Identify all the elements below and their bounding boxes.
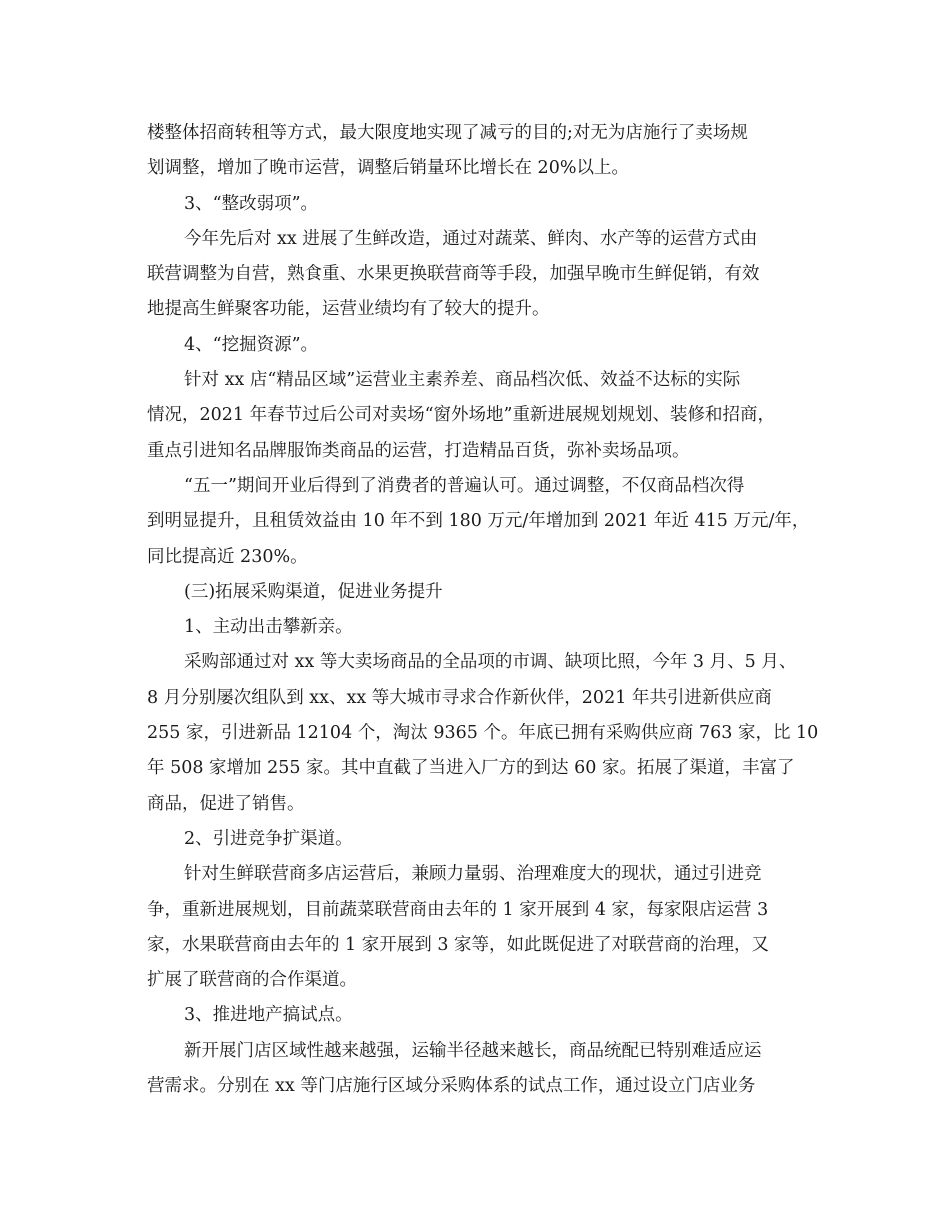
text-line: 新开展门店区域性越来越强，运输半径越来越长，商品统配已特别难适应运 bbox=[184, 1040, 762, 1061]
text-line: 年 508 家增加 255 家。其中直截了当进入厂方的到达 60 家。拓展了渠道，丰富了 bbox=[147, 758, 795, 779]
text-line: 争，重新进展规划，目前蔬菜联营商由去年的 1 家开展到 4 家，每家限店运营 3 bbox=[147, 899, 769, 920]
text-line: 商品，促进了销售。 bbox=[147, 793, 305, 814]
text-line: 3、推进地产搞试点。 bbox=[184, 1005, 353, 1026]
text-line: 划调整，增加了晚市运营，调整后销量环比增长在 20%以上。 bbox=[147, 158, 629, 179]
text-line: 地提高生鲜聚客功能，运营业绩均有了较大的提升。 bbox=[147, 299, 550, 320]
document-body bbox=[147, 116, 837, 1104]
text-line: 家，水果联营商由去年的 1 家开展到 3 家等，如此既促进了对联营商的治理，又 bbox=[147, 934, 770, 955]
text-line: (三)拓展采购渠道，促进业务提升 bbox=[184, 581, 443, 602]
text-line: “五一”期间开业后得到了消费者的普遍认可。通过调整，不仅商品档次得 bbox=[184, 475, 745, 496]
text-line: 采购部通过对 xx 等大卖场商品的全品项的市调、缺项比照，今年 3 月、5 月、 bbox=[184, 652, 797, 673]
text-line: 联营调整为自营，熟食重、水果更换联营商等手段，加强早晚市生鲜促销，有效 bbox=[147, 264, 760, 285]
text-line: 3、“整改弱项”。 bbox=[184, 193, 319, 214]
text-line: 营需求。分别在 xx 等门店施行区域分采购体系的试点工作，通过设立门店业务 bbox=[147, 1076, 756, 1097]
text-line: 情况，2021 年春节过后公司对卖场“窗外场地”重新进展规划规划、装修和招商， bbox=[147, 405, 775, 426]
text-line: 4、“挖掘资源”。 bbox=[184, 334, 319, 355]
text-line: 2、引进竞争扩渠道。 bbox=[184, 828, 353, 849]
text-line: 重点引进知名品牌服饰类商品的运营，打造精品百货，弥补卖场品项。 bbox=[147, 440, 690, 461]
text-line: 255 家，引进新品 12104 个，淘汰 9365 个。年底已拥有采购供应商 763 家，比 10 bbox=[147, 723, 819, 744]
text-line: 扩展了联营商的合作渠道。 bbox=[147, 970, 357, 991]
text-line: 针对 xx 店“精品区域”运营业主素养差、商品档次低、效益不达标的实际 bbox=[184, 370, 741, 391]
text-line: 到明显提升，且租赁效益由 10 年不到 180 万元/年增加到 2021 年近 415 万元/年， bbox=[147, 511, 810, 532]
text-line: 今年先后对 xx 进展了生鲜改造，通过对蔬菜、鲜肉、水产等的运营方式由 bbox=[184, 228, 758, 249]
text-line: 同比提高近 230%。 bbox=[147, 546, 308, 567]
text-line: 1、主动出击攀新亲。 bbox=[184, 617, 353, 638]
text-line: 8 月分别屡次组队到 xx、xx 等大城市寻求合作新伙伴，2021 年共引进新供应商 bbox=[147, 687, 772, 708]
text-line: 楼整体招商转租等方式，最大限度地实现了减亏的目的;对无为店施行了卖场规 bbox=[147, 123, 748, 143]
text-line: 针对生鲜联营商多店运营后，兼顾力量弱、治理难度大的现状，通过引进竞 bbox=[184, 864, 762, 885]
